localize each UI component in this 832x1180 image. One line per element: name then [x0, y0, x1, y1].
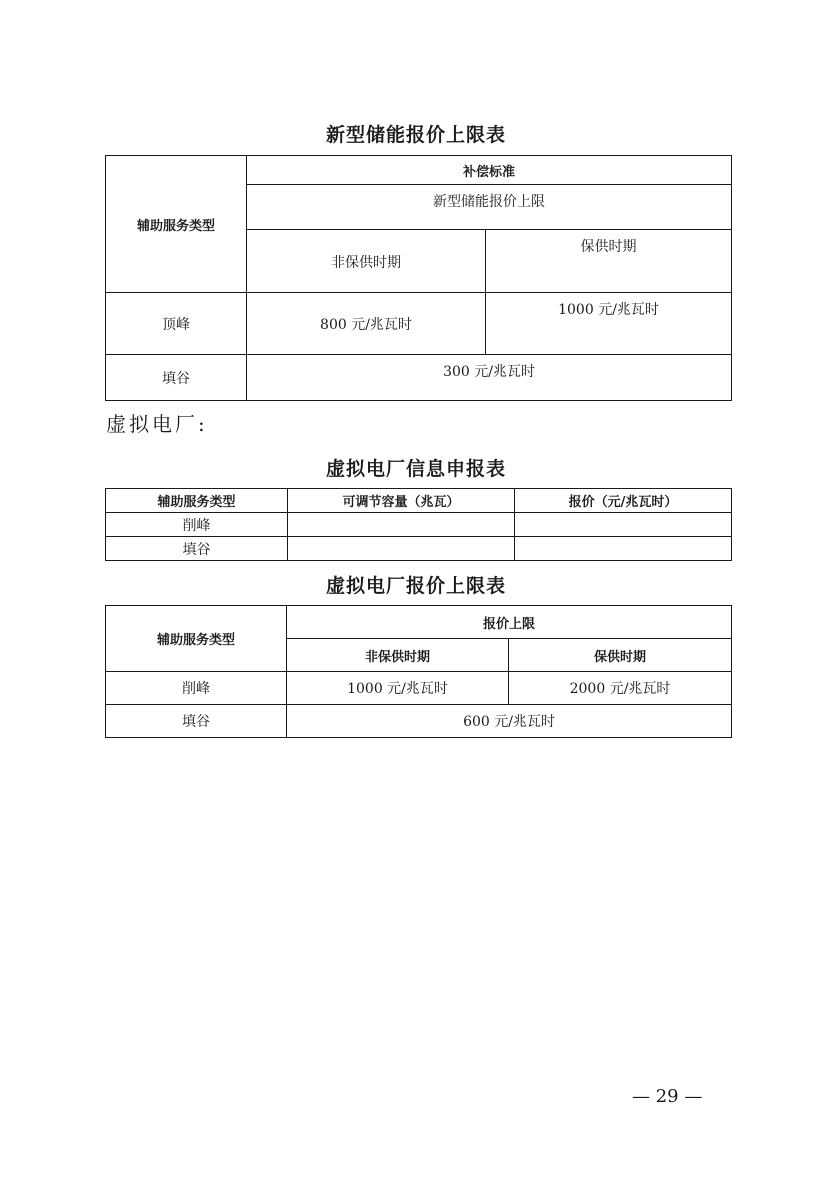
non-guarantee-period-header: 非保供时期	[287, 639, 509, 672]
row-type-valley: 填谷	[106, 355, 247, 401]
vpp-declaration-table	[105, 488, 732, 561]
row-type-valley: 填谷	[106, 705, 287, 738]
table3-title: 虚拟电厂报价上限表	[325, 575, 506, 597]
table1-title: 新型储能报价上限表	[325, 124, 506, 146]
service-type-header: 辅助服务类型	[106, 156, 247, 293]
guarantee-period-header: 保供时期	[486, 230, 732, 293]
storage-price-limit-table	[105, 155, 732, 401]
guarantee-period-header: 保供时期	[509, 639, 732, 672]
section-heading: 虚拟电厂:	[106, 412, 208, 436]
valley-price-cell	[515, 537, 732, 561]
row-type-peak-shaving: 削峰	[106, 513, 288, 537]
row-type-peak-shaving: 削峰	[106, 672, 287, 705]
compensation-standard-header: 补偿标准	[247, 156, 732, 185]
service-type-header: 辅助服务类型	[106, 489, 288, 513]
capacity-header: 可调节容量（兆瓦）	[288, 489, 515, 513]
storage-upper-limit-header: 新型储能报价上限	[247, 185, 732, 230]
valley-merged-value: 600 元/兆瓦时	[287, 705, 732, 738]
valley-capacity-cell	[288, 537, 515, 561]
service-type-header: 辅助服务类型	[106, 606, 287, 672]
peak-shaving-price-cell	[515, 513, 732, 537]
vpp-price-limit-table	[105, 605, 732, 738]
table2-title: 虚拟电厂信息申报表	[325, 458, 506, 480]
row-type-peak: 顶峰	[106, 293, 247, 355]
row-type-valley: 填谷	[106, 537, 288, 561]
peak-guarantee-value: 1000 元/兆瓦时	[486, 293, 732, 355]
price-upper-limit-header: 报价上限	[287, 606, 732, 639]
non-guarantee-period-header: 非保供时期	[247, 230, 486, 293]
page-number: — 29 —	[632, 1086, 703, 1107]
valley-merged-value: 300 元/兆瓦时	[247, 355, 732, 401]
peak-shaving-guarantee-value: 2000 元/兆瓦时	[509, 672, 732, 705]
peak-non-guarantee-value: 800 元/兆瓦时	[247, 293, 486, 355]
peak-shaving-capacity-cell	[288, 513, 515, 537]
peak-shaving-non-guarantee-value: 1000 元/兆瓦时	[287, 672, 509, 705]
price-header: 报价（元/兆瓦时）	[515, 489, 732, 513]
